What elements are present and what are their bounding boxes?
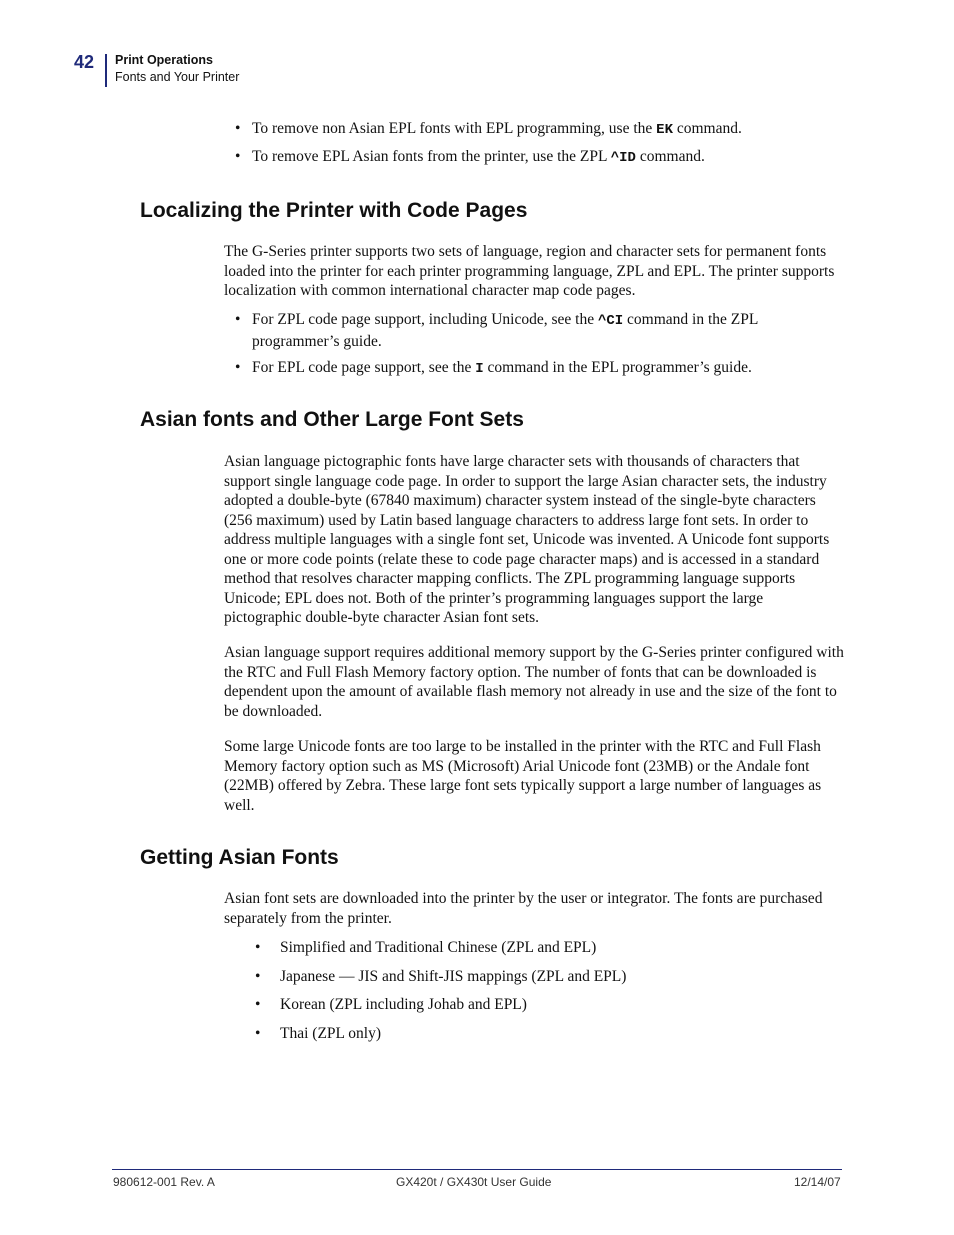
command-code: I (475, 361, 484, 377)
footer-divider (112, 1169, 842, 1170)
paragraph: Asian language support requires additional memory support by the G-Series printer configured with the RTC and Full Flash Memory factory option. The number of fonts that can be downloaded is dependent upon the amount of available flash memory not already in use and the size of the font to be downloaded. (224, 644, 844, 720)
list-item (235, 119, 852, 141)
bullet-text-end: command in the ZPL programmer’s guide. (252, 311, 758, 350)
bullet-marker: • (235, 359, 241, 376)
bullet-text: For EPL code page support, see the (252, 359, 476, 376)
command-code: ^CI (597, 313, 624, 329)
bullet-marker: • (255, 939, 261, 956)
list-item (255, 967, 880, 987)
paragraph: Some large Unicode fonts are too large to be installed in the printer with the RTC and Full Flash Memory factory option such as MS (Microsoft) Arial Unicode font (23MB) or the Andale font (22MB) offered by Zebra. These large font sets typically support a large number of languages as well. (224, 738, 822, 814)
list-item (255, 995, 880, 1015)
list-item (235, 147, 852, 169)
paragraph: Asian font sets are downloaded into the printer by the user or integrator. The fonts are purchased separately from the printer. (224, 890, 823, 927)
bullet-text: Korean (ZPL including Johab and EPL) (280, 996, 527, 1013)
list-item (235, 310, 812, 351)
header-section: Print Operations (115, 53, 213, 67)
paragraph: Asian language pictographic fonts have large character sets with thousands of characters that support single language code page. In order to support the large Asian character sets, the industry adopted a double-byte (67840 maximum) character system instead of the single-byte characters (256 maximum) used by Latin based language characters to address large font sets. In order to address multiple languages with a single font set, Unicode was invented. A Unicode font supports one or more code points (relate these to code page character maps) and is accessed in a standard method that resolves character mapping conflicts. The ZPL programming language supports Unicode; EPL does not. Both of the printer’s programming languages support the large pictographic double-byte character Asian font sets. (224, 453, 830, 626)
page-number: 42 (74, 52, 95, 72)
bullet-marker: • (255, 1025, 261, 1042)
header-divider (105, 54, 107, 87)
bullet-marker: • (235, 120, 241, 137)
bullet-marker: • (235, 148, 241, 165)
paragraph: The G-Series printer supports two sets of language, region and character sets for permanent fonts loaded into the printer for each printer programming language, ZPL and EPL. The printer supports localization with common international character map code pages. (224, 243, 835, 299)
command-code: EK (656, 122, 673, 138)
bullet-text: Japanese — JIS and Shift-JIS mappings (ZPL and EPL) (280, 968, 627, 985)
bullet-text-end: command. (672, 120, 742, 137)
bullet-text: Simplified and Traditional Chinese (ZPL and EPL) (280, 939, 597, 956)
command-code: ^ID (610, 150, 636, 166)
list-item (255, 1024, 880, 1044)
bullet-text: For ZPL code page support, including Unicode, see the (252, 311, 598, 328)
bullet-text-end: command in the EPL programmer’s guide. (483, 359, 752, 376)
bullet-text: To remove EPL Asian fonts from the printer, use the ZPL (252, 148, 611, 165)
section-heading-asian-fonts: Asian fonts and Other Large Font Sets (140, 408, 524, 431)
bullet-text: Thai (ZPL only) (280, 1025, 382, 1042)
bullet-marker: • (255, 996, 261, 1013)
footer-date: 12/14/07 (794, 1175, 841, 1189)
bullet-text-end: command. (635, 148, 705, 165)
header-breadcrumb (115, 52, 239, 86)
section-heading-localizing: Localizing the Printer with Code Pages (140, 199, 528, 222)
footer-part-number: 980612-001 Rev. A (113, 1175, 215, 1189)
footer-guide-title: GX420t / GX430t User Guide (396, 1175, 552, 1189)
list-item (255, 938, 880, 958)
list-item (235, 358, 852, 380)
bullet-text: To remove non Asian EPL fonts with EPL programming, use the (252, 120, 657, 137)
header-subsection: Fonts and Your Printer (115, 70, 240, 84)
bullet-marker: • (255, 968, 261, 985)
section-heading-getting-fonts: Getting Asian Fonts (140, 846, 339, 869)
bullet-marker: • (235, 311, 241, 328)
